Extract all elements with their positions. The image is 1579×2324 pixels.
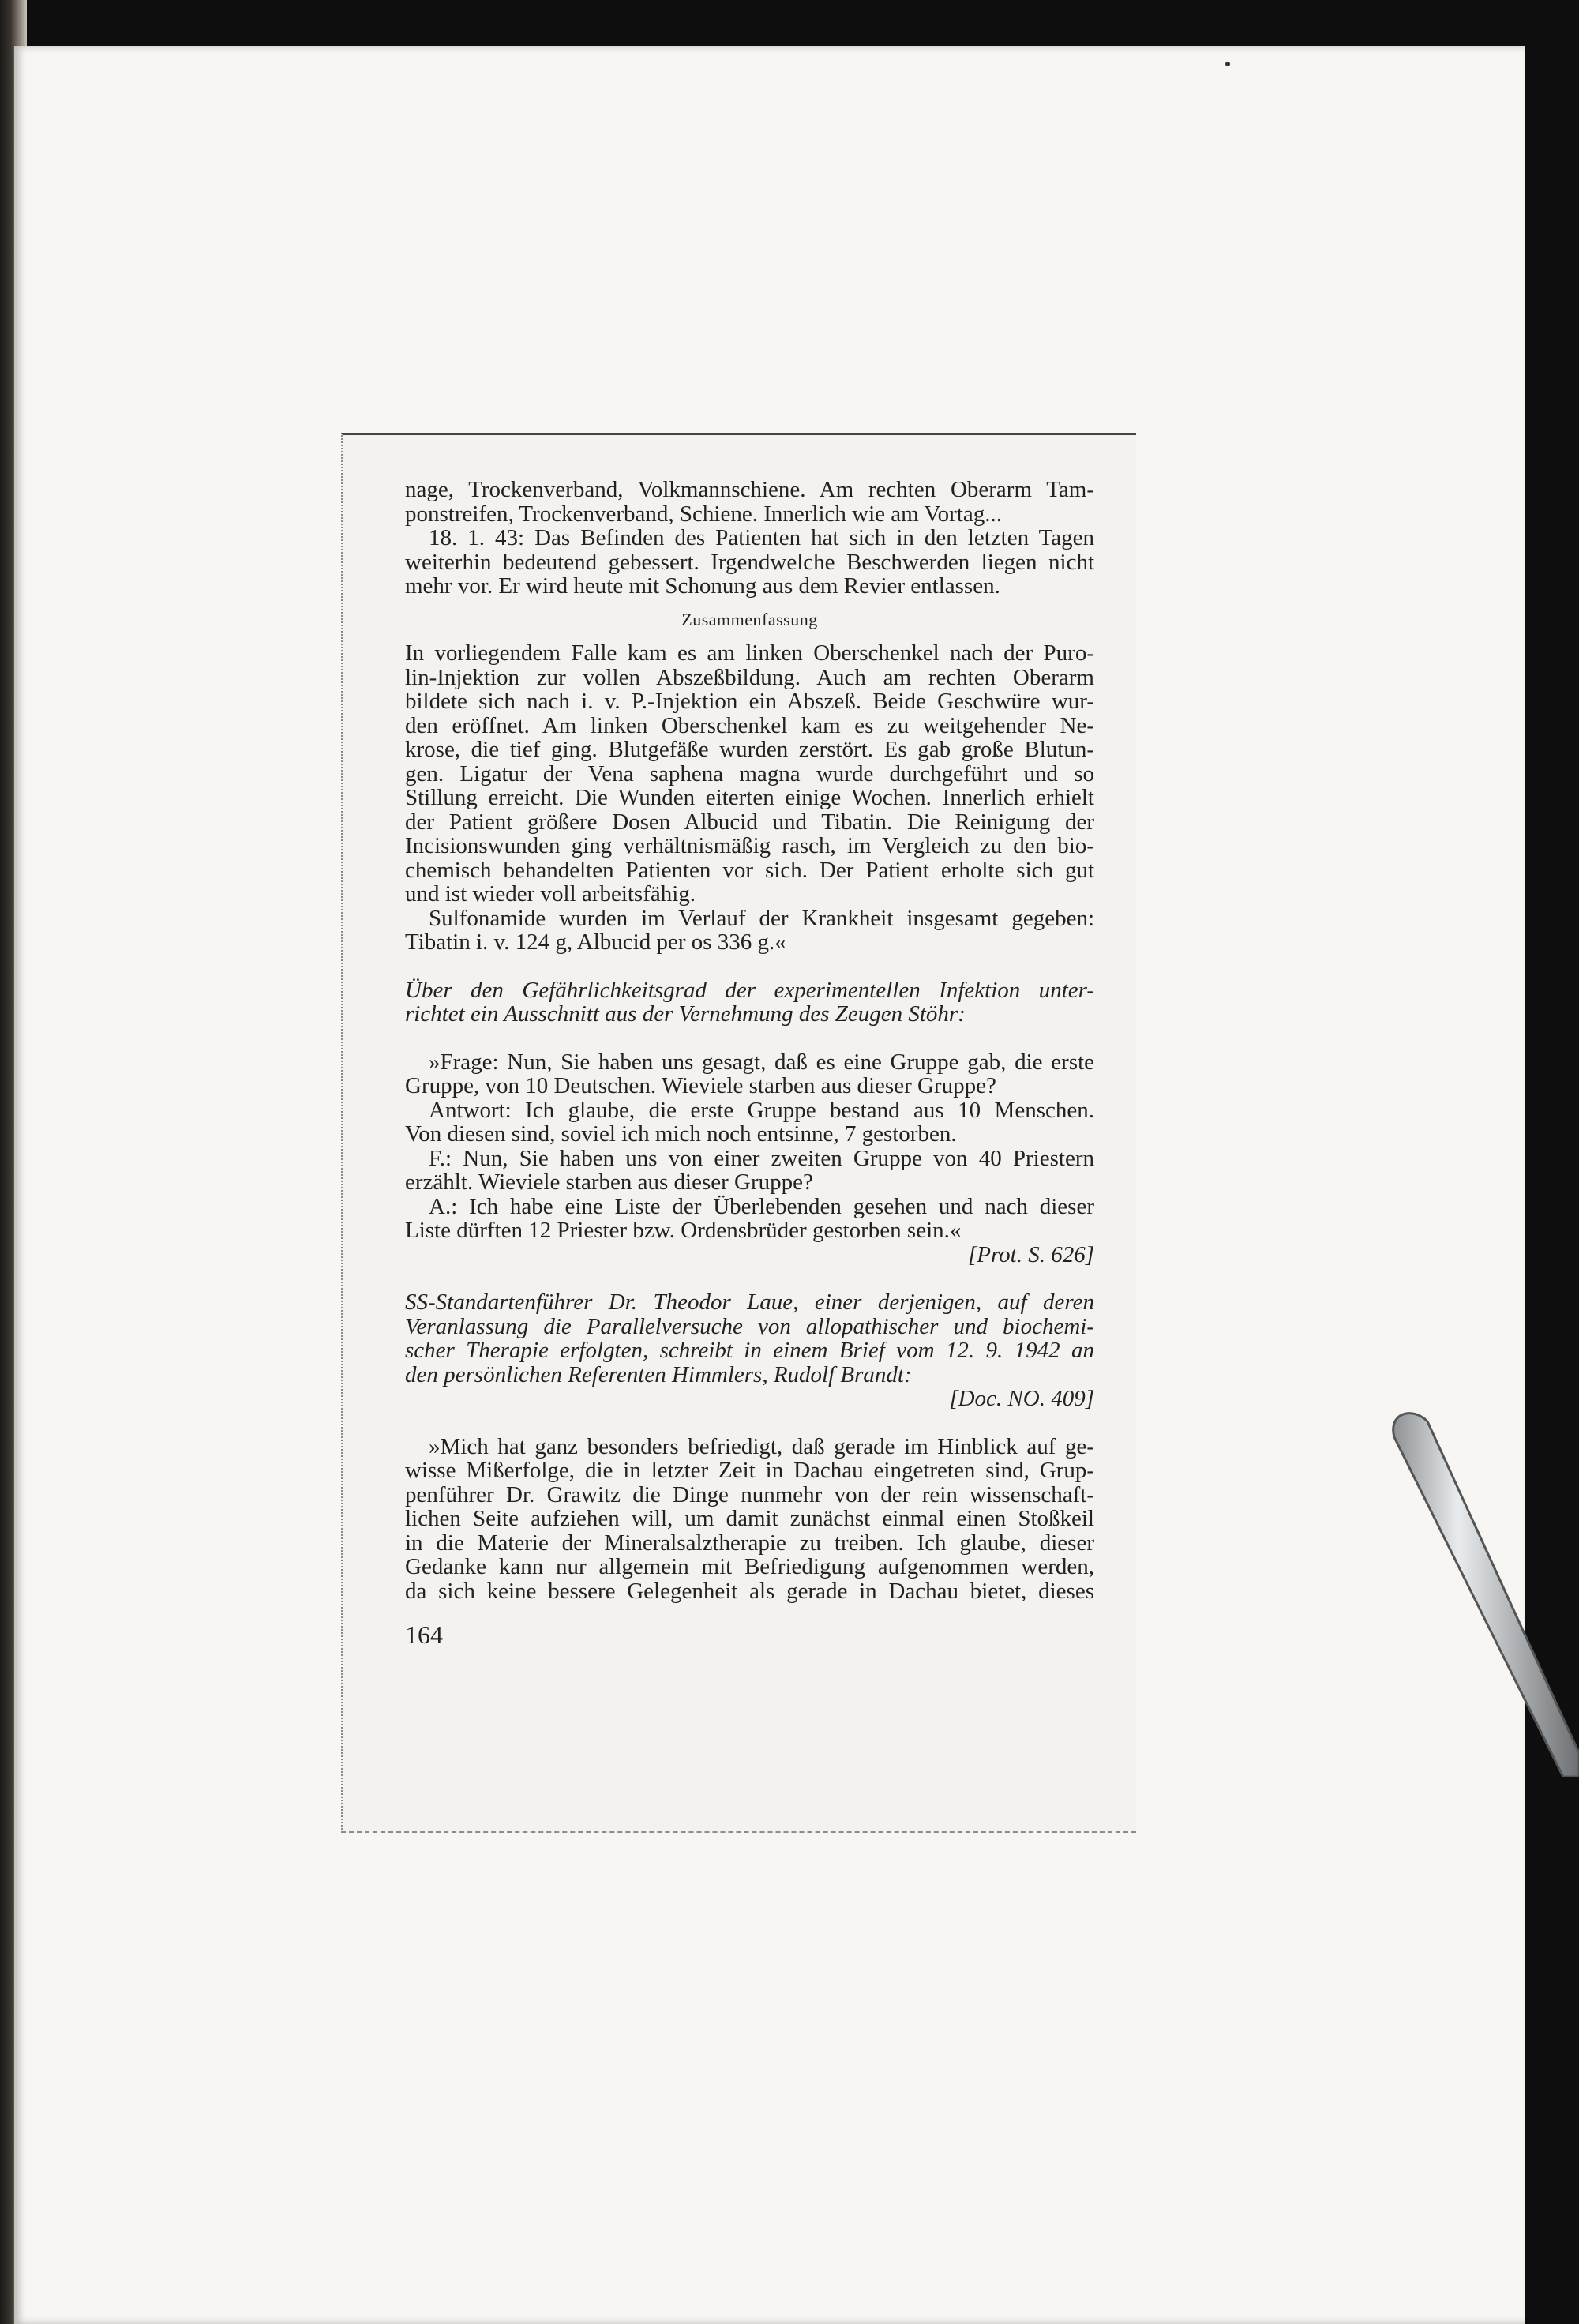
text-line: den eröffnet. Am linken Oberschenkel kam es zu weitgehender Ne- <box>405 712 1094 738</box>
paragraph-block-2 <box>405 641 1094 955</box>
text-line: F.: Nun, Sie haben uns von einer zweiten Gruppe von 40 Priestern <box>429 1145 1094 1171</box>
text-line: krose, die tief ging. Blutgefäße wurden zerstört. Es gab große Blutun- <box>405 737 1094 762</box>
text-line: lichen Seite aufziehen will, um damit zunächst einmal einen Stoßkeil <box>405 1506 1094 1531</box>
tweezer-tool <box>1380 1406 1579 1777</box>
text-line: und ist wieder voll arbeitsfähig. <box>405 881 696 907</box>
text-block <box>405 478 1094 1650</box>
text-line: bildete sich nach i. v. P.-Injektion ein Abszeß. Beide Geschwüre wur- <box>405 689 1094 714</box>
text-line: Sulfonamide wurden im Verlauf der Krankheit insgesamt gegeben: <box>429 905 1094 931</box>
page-number: 164 <box>405 1620 443 1649</box>
text-line: gen. Ligatur der Vena saphena magna wurde durchgeführt und so <box>405 760 1094 787</box>
text-line: Gedanke kann nur allgemein mit Befriedigung aufgenommen werden, <box>405 1554 1094 1579</box>
text-line: lin-Injektion zur vollen Abszeßbildung. Auch am rechten Oberarm <box>405 664 1094 690</box>
text-line: Incisionswunden ging verhältnismäßig rasch, im Vergleich zu den bio- <box>405 833 1094 858</box>
text-line: Stillung erreicht. Die Wunden eiterten einige Wochen. Innerlich erhielt <box>405 785 1094 810</box>
text-line: ponstreifen, Trockenverband, Schiene. Innerlich wie am Vortag... <box>405 501 1002 527</box>
text-line: erzählt. Wieviele starben aus dieser Gruppe? <box>405 1170 813 1195</box>
text-line: Über den Gefährlichkeitsgrad der experimentellen Infektion unter- <box>405 977 1094 1003</box>
text-line: Veranlassung die Parallelversuche von allopathischer und biochemi- <box>405 1313 1094 1339</box>
text-line: SS-Standartenführer Dr. Theodor Laue, einer derjenigen, auf deren <box>405 1290 1094 1315</box>
text-line: scher Therapie erfolgten, schreibt in einem Brief vom 12. 9. 1942 an <box>405 1338 1094 1363</box>
intro-paragraph-1 <box>405 978 1094 1027</box>
text-line: A.: Ich habe eine Liste der Überlebenden gesehen und nach dieser <box>429 1193 1094 1219</box>
text-line: »Frage: Nun, Sie haben uns gesagt, daß es eine Gruppe gab, die erste <box>429 1049 1094 1075</box>
text-line: mehr vor. Er wird heute mit Schonung aus dem Revier entlassen. <box>405 573 1000 599</box>
paragraph-block-1 <box>405 478 1094 599</box>
letter-quote <box>405 1435 1094 1604</box>
text-line: den persönlichen Referenten Himmlers, Rudolf Brandt: <box>405 1361 912 1387</box>
text-line: da sich keine bessere Gelegenheit als gerade in Dachau bietet, dieses <box>405 1578 1094 1604</box>
intro-paragraph-2 <box>405 1290 1094 1387</box>
text-line: 18. 1. 43: Das Befinden des Patienten hat sich in den letzten Tagen <box>429 525 1094 550</box>
text-line: in die Materie der Mineralsalztherapie zu treiben. Ich glaube, dieser <box>405 1530 1094 1556</box>
text-line: richtet ein Ausschnitt aus der Vernehmung des Zeugen Stöhr: <box>405 1001 966 1027</box>
text-line: der Patient größere Dosen Albucid und Tibatin. Die Reinigung der <box>405 809 1094 835</box>
section-heading: Zusammenfassung <box>681 609 818 629</box>
text-line: Antwort: Ich glaube, die erste Gruppe bestand aus 10 Menschen. <box>429 1097 1094 1123</box>
source-reference: [Doc. NO. 409] <box>949 1386 1094 1411</box>
text-line: chemisch behandelten Patienten vor sich. Der Patient erholte sich gut <box>405 857 1094 883</box>
text-line: Tibatin i. v. 124 g, Albucid per os 336 g.« <box>405 929 786 955</box>
paper-speck <box>1225 62 1230 66</box>
text-line: wisse Mißerfolge, die in letzter Zeit in Dachau eingetreten sind, Grup- <box>405 1458 1094 1483</box>
text-line: Von diesen sind, soviel ich mich noch entsinne, 7 gestorben. <box>405 1121 957 1147</box>
testimony-quote <box>405 1050 1094 1243</box>
text-line: penführer Dr. Grawitz die Dinge nunmehr von der rein wissenschaft- <box>405 1481 1094 1507</box>
text-line: Gruppe, von 10 Deutschen. Wieviele starben aus dieser Gruppe? <box>405 1073 996 1098</box>
source-reference: [Prot. S. 626] <box>967 1241 1094 1267</box>
text-line: weiterhin bedeutend gebessert. Irgendwelche Beschwerden liegen nicht <box>405 549 1094 575</box>
text-line: nage, Trockenverband, Volkmannschiene. Am rechten Oberarm Tam- <box>405 477 1094 502</box>
text-line: Liste dürften 12 Priester bzw. Ordensbrüder gestorben sein.« <box>405 1218 962 1243</box>
text-line: »Mich hat ganz besonders befriedigt, daß gerade im Hinblick auf ge- <box>429 1433 1094 1459</box>
text-line: In vorliegendem Falle kam es am linken Oberschenkel nach der Puro- <box>405 640 1094 666</box>
